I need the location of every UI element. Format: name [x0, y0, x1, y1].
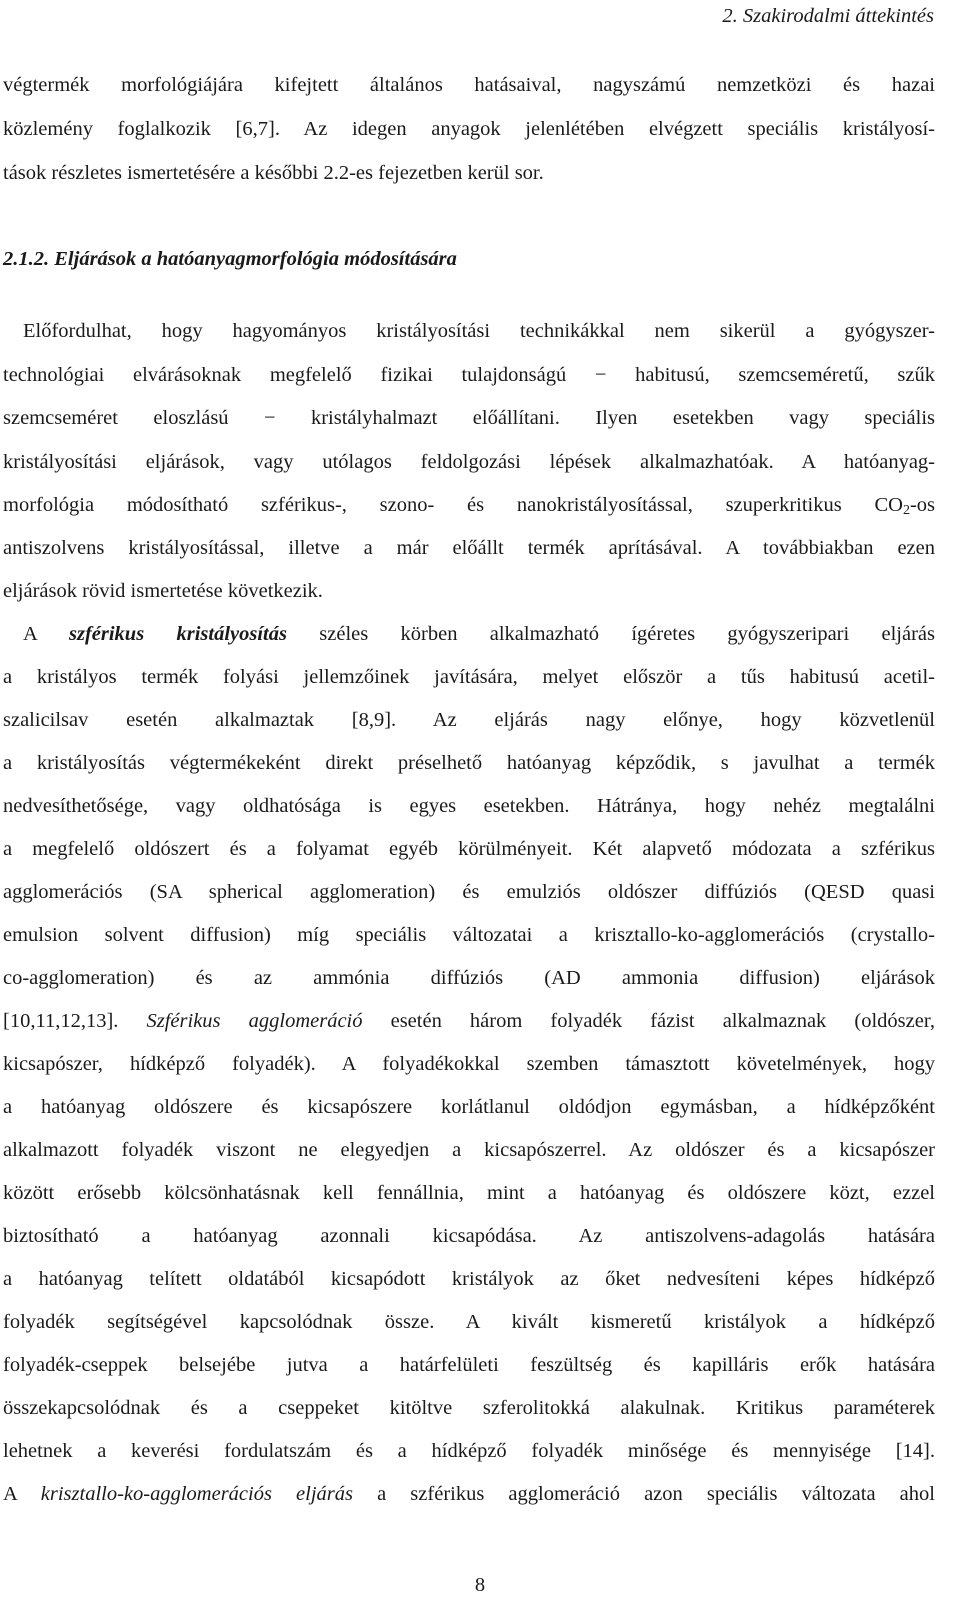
- para2-line-17: folyadék segítségével kapcsolódnak össze. A kivált kismeretű kristályok a hídképző: [3, 1311, 935, 1333]
- para2-line-10: [3, 1008, 935, 1034]
- para2-line-14: között erősebb kölcsönhatásnak kell fennállnia, mint a hatóanyag és oldószere közt, ezzel: [3, 1182, 935, 1204]
- term-spherical-crystallization: szférikus kristályosítás: [68, 623, 287, 645]
- para2-line-13: alkalmazott folyadék viszont ne elegyedjen a kicsapószerrel. Az oldószer és a kicsapószer: [3, 1139, 935, 1161]
- para2-line-7: agglomerációs (SA spherical agglomeration) és emulziós oldószer diffúziós (QESD quasi: [3, 881, 935, 903]
- para2-line-1-start: A: [23, 623, 69, 645]
- para1-line-6: antiszolvens kristályosítással, illetve a már előállt termék aprításával. A továbbiakban ezen: [3, 537, 935, 559]
- intro-line-2: közlemény foglalkozik [6,7]. Az idegen anyagok jelenlétében elvégzett speciális kristályosí-: [3, 118, 935, 140]
- co2-subscript: 2: [902, 503, 910, 518]
- para2-line-15: biztosítható a hatóanyag azonnali kicsapódása. Az antiszolvens-adagolás hatására: [3, 1225, 935, 1247]
- para2-line-12: a hatóanyag oldószere és kicsapószere korlátlanul oldódjon egymásban, a hídképzőként: [3, 1096, 935, 1118]
- page-number: 8: [474, 1574, 486, 1596]
- para2-line-21-rest: a szférikus agglomeráció azon speciális változata ahol: [353, 1483, 935, 1505]
- para1-line-7: eljárások rövid ismertetése következik.: [3, 580, 323, 602]
- para2-line-18: folyadék-cseppek belsejébe jutva a határfelületi feszültség és kapilláris erők hatására: [3, 1354, 935, 1376]
- term-spherical-agglomeration: Szférikus agglomeráció: [146, 1010, 363, 1032]
- para2-line-3: szalicilsav esetén alkalmaztak [8,9]. Az eljárás nagy előnye, hogy közvetlenül: [3, 709, 935, 731]
- para2-line-10-rest: esetén három folyadék fázist alkalmaznak (oldószer,: [362, 1010, 935, 1032]
- section-heading: 2.1.2. Eljárások a hatóanyagmorfológia módosítására: [3, 248, 457, 270]
- para1-line-3: szemcseméret eloszlású − kristályhalmazt előállítani. Ilyen esetekben vagy speciális: [3, 407, 935, 429]
- para1-line-5: [3, 492, 935, 518]
- para1-line-2: technológiai elvárásoknak megfelelő fizikai tulajdonságú − habitusú, szemcseméretű, szűk: [3, 364, 935, 386]
- para1-line-5-suffix: -os: [909, 494, 935, 516]
- para1-line-1: Előfordulhat, hogy hagyományos kristályosítási technikákkal nem sikerül a gyógyszer-: [23, 320, 935, 342]
- term-crystallo-co-agglomeration: krisztallo-ko-agglomerációs eljárás: [40, 1483, 353, 1505]
- para2-line-6: a megfelelő oldószert és a folyamat egyéb körülményeit. Két alapvető módozata a szférikus: [3, 838, 935, 860]
- para2-line-8: emulsion solvent diffusion) míg speciális változatai a krisztallo-ko-agglomerációs (crystallo-: [3, 924, 935, 946]
- para1-line-4: kristályosítási eljárások, vagy utólagos feldolgozási lépések alkalmazhatóak. A hatóanyag-: [3, 451, 935, 473]
- para2-line-2: a kristályos termék folyási jellemzőinek javítására, melyet először a tűs habitusú acetil-: [3, 666, 935, 688]
- para2-line-16: a hatóanyag telített oldatából kicsapódott kristályok az őket nedvesíteni képes hídképző: [3, 1268, 935, 1290]
- intro-line-1: végtermék morfológiájára kifejtett általános hatásaival, nagyszámú nemzetközi és hazai: [3, 74, 935, 96]
- para2-line-19: összekapcsolódnak és a cseppeket kitöltve szferolitokká alakulnak. Kritikus paraméterek: [3, 1397, 935, 1419]
- para2-line-5: nedvesíthetősége, vagy oldhatósága is egyes esetekben. Hátránya, hogy nehéz megtalálni: [3, 795, 935, 817]
- running-header: 2. Szakirodalmi áttekintés: [722, 5, 934, 27]
- para2-line-4: a kristályosítás végtermékeként direkt préselhető hatóanyag képződik, s javulhat a termék: [3, 752, 935, 774]
- para2-line-1-rest: széles körben alkalmazható ígéretes gyógyszeripari eljárás: [286, 623, 935, 645]
- para2-line-1: [3, 621, 935, 647]
- para2-line-21-start: A: [3, 1483, 41, 1505]
- para2-line-20: lehetnek a keverési fordulatszám és a hídképző folyadék minősége és mennyisége [14].: [3, 1440, 935, 1462]
- para2-line-21: [3, 1481, 935, 1507]
- para2-line-9: co-agglomeration) és az ammónia diffúziós (AD ammonia diffusion) eljárások: [3, 967, 935, 989]
- para1-line-5-text: morfológia módosítható szférikus-, szono- és nanokristályosítással, szuperkritikus CO: [3, 494, 903, 516]
- para2-line-10-refs: [10,11,12,13].: [3, 1010, 147, 1032]
- intro-line-3: tások részletes ismertetésére a későbbi 2.2-es fejezetben kerül sor.: [3, 162, 544, 184]
- para2-line-11: kicsapószer, hídképző folyadék). A folyadékokkal szemben támasztott követelmények, hogy: [3, 1053, 935, 1075]
